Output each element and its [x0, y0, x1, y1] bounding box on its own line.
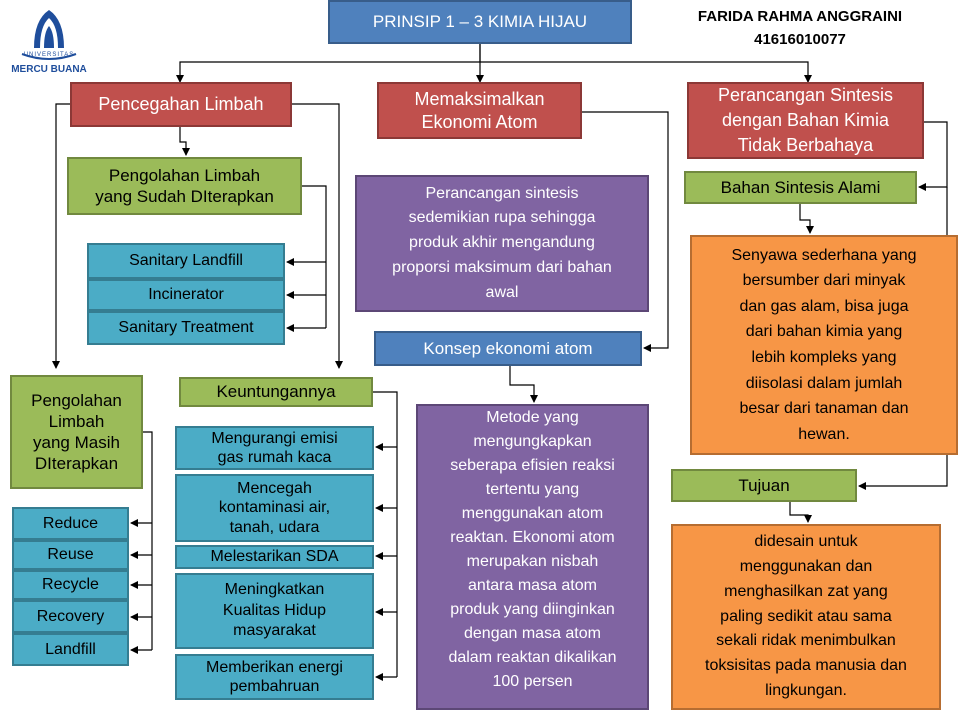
author-block: [650, 6, 950, 51]
synthesis-connector: [790, 502, 808, 522]
page-title: PRINSIP 1 – 3 KIMIA HIJAU: [328, 0, 632, 44]
benefit-item: Meningkatkan Kualitas Hidup masyarakat: [175, 573, 374, 649]
applied-item: Sanitary Treatment: [87, 311, 285, 345]
atom-economy-header: Memaksimalkan Ekonomi Atom: [377, 82, 582, 139]
goal-label: Tujuan: [671, 469, 857, 502]
title-connector: [480, 62, 808, 82]
being-applied-item: Recovery: [12, 600, 129, 633]
applied-item: Incinerator: [87, 279, 285, 311]
natural-material-label: Bahan Sintesis Alami: [684, 171, 917, 204]
benefit-item: Melestarikan SDA: [175, 545, 374, 569]
benefits-connector: [373, 392, 397, 677]
header-connector: [180, 127, 186, 155]
being-applied-item: Landfill: [12, 633, 129, 666]
prevention-header: Pencegahan Limbah: [70, 82, 292, 127]
synthesis-connector: [800, 204, 810, 233]
safe-synthesis-header: Perancangan Sintesis dengan Bahan Kimia Tidak Berbahaya: [687, 82, 924, 159]
logo-text: MERCU BUANA: [11, 64, 87, 75]
benefit-item: Mencegah kontaminasi air, tanah, udara: [175, 474, 374, 542]
atom-economy-concept-text: Metode yang mengungkapkan seberapa efisien reaksi tertentu yang menggunakan atom reaktan. Ekonomi atom merupakan nisbah antara masa atom produk yang diinginkan dengan masa atom dalam reaktan dikalikan 100 persen: [416, 404, 649, 710]
applied-item: Sanitary Landfill: [87, 243, 285, 279]
logo-arc-text: UNIVERSITAS: [23, 52, 75, 58]
applied-connector: [302, 186, 326, 328]
natural-material-text: Senyawa sederhana yang bersumber dari minyak dan gas alam, bisa juga dari bahan kimia yang lebih kompleks yang diisolasi dalam jumlah besar dari tanaman dan hewan.: [690, 235, 958, 455]
header-connector: [56, 104, 70, 368]
atom-economy-concept-label: Konsep ekonomi atom: [374, 331, 642, 366]
benefit-item: Memberikan energi pembahruan: [175, 654, 374, 700]
being-applied-item: Recycle: [12, 570, 129, 600]
economy-connector: [510, 366, 534, 402]
being-applied-item: Reuse: [12, 540, 129, 570]
author-id: 41616010077: [754, 30, 846, 48]
author-name: FARIDA RAHMA ANGGRAINI: [697, 8, 903, 25]
atom-economy-description: Perancangan sintesis sedemikian rupa sehingga produk akhir mengandung proporsi maksimum dari bahan awal: [355, 175, 649, 312]
benefits-label: Keuntungannya: [179, 377, 373, 407]
applied-waste-label: Pengolahan Limbah yang Sudah DIterapkan: [67, 157, 302, 215]
benefit-item: Mengurangi emisi gas rumah kaca: [175, 426, 374, 470]
title-connector: [180, 44, 480, 82]
goal-text: didesain untuk menggunakan dan menghasilkan zat yang paling sedikit atau sama sekali ridak menimbulkan toksisitas pada manusia dan lingkungan.: [671, 524, 941, 710]
being-applied-item: Reduce: [12, 507, 129, 540]
university-logo: [4, 4, 94, 78]
being-applied-label: Pengolahan Limbah yang Masih DIterapkan: [10, 375, 143, 489]
